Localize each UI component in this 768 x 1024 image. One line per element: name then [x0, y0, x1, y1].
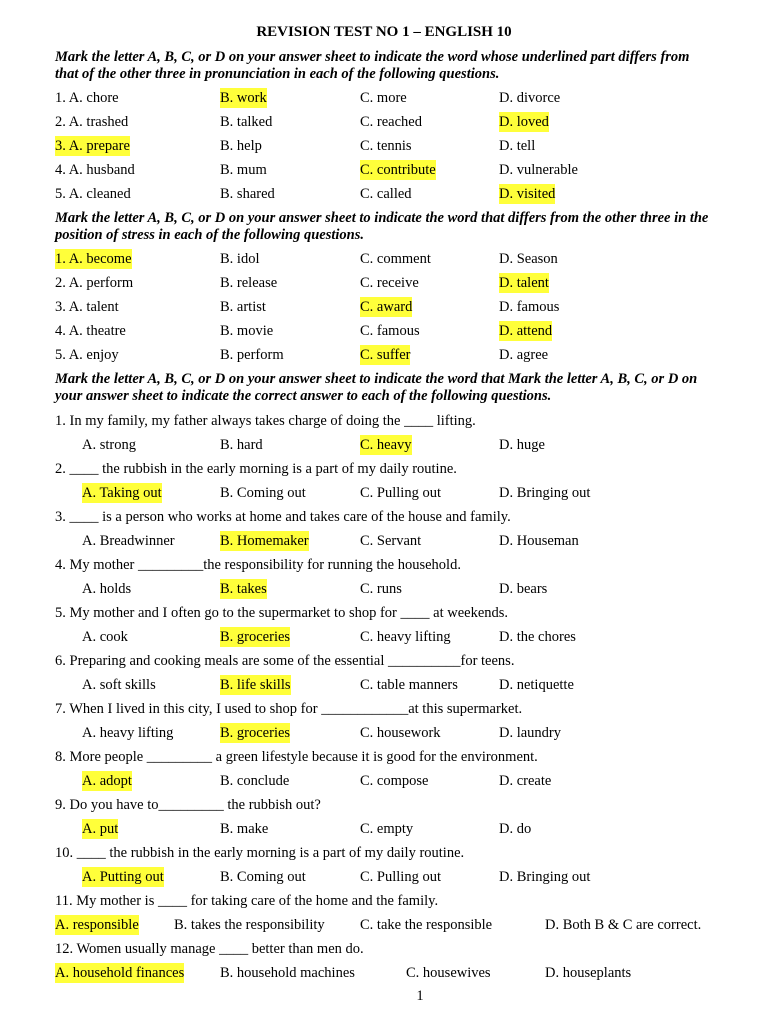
question-text: 3. ____ is a person who works at home and takes care of the house and family. — [55, 509, 511, 525]
option: B. hard — [220, 437, 263, 453]
question-text: 1. In my family, my father always takes charge of doing the ____ lifting. — [55, 413, 476, 429]
option: D. Bringing out — [499, 869, 591, 885]
question-text: 9. Do you have to_________ the rubbish out? — [55, 797, 321, 813]
option: D. the chores — [499, 629, 576, 645]
option: 4. A. husband — [55, 162, 135, 178]
option: B. make — [220, 821, 269, 837]
option: D. Houseman — [499, 533, 579, 549]
option: D. huge — [499, 437, 545, 453]
question-2 — [0, 459, 768, 479]
option-answer: A. Taking out — [82, 485, 162, 501]
question-6 — [0, 651, 768, 671]
page-number: 1 — [416, 988, 424, 1004]
option: A. Breadwinner — [82, 533, 175, 549]
pron-row-2 — [0, 112, 768, 132]
question-8 — [0, 747, 768, 767]
page-title: REVISION TEST NO 1 – ENGLISH 10 — [256, 24, 512, 40]
option-answer: A. put — [82, 821, 119, 837]
instruction-pronunciation: Mark the letter A, B, C, or D on your answer sheet to indicate the word whose underlined part differs from that of the other three in pronunciation in each of the following questions. — [55, 49, 690, 82]
option: B. takes the responsibility — [174, 917, 325, 933]
options-10 — [0, 867, 768, 887]
options-1 — [0, 435, 768, 455]
option: D. famous — [499, 299, 560, 315]
instruction-stress: Mark the letter A, B, C, or D on your answer sheet to indicate the word that differs from the other three in the position of stress in each of the following questions. — [55, 210, 709, 243]
option: B. Coming out — [220, 485, 306, 501]
options-11 — [0, 915, 768, 935]
stress-row-5 — [0, 345, 768, 365]
question-4 — [0, 555, 768, 575]
question-text: 12. Women usually manage ____ better than men do. — [55, 941, 364, 957]
option: 3. A. talent — [55, 299, 119, 315]
option: B. shared — [220, 186, 275, 202]
option: C. reached — [360, 114, 422, 130]
option: 2. A. trashed — [55, 114, 129, 130]
options-5 — [0, 627, 768, 647]
option: D. Both B & C are correct. — [545, 917, 702, 933]
question-5 — [0, 603, 768, 623]
option: C. runs — [360, 581, 402, 597]
options-9 — [0, 819, 768, 839]
option: D. Season — [499, 251, 558, 267]
option: D. vulnerable — [499, 162, 578, 178]
options-8 — [0, 771, 768, 791]
option-answer: 1. A. become — [55, 251, 132, 267]
option: C. comment — [360, 251, 431, 267]
option: D. laundry — [499, 725, 562, 741]
option: B. household machines — [220, 965, 355, 981]
pron-row-4 — [0, 160, 768, 180]
option: 2. A. perform — [55, 275, 134, 291]
option-answer: D. visited — [499, 186, 556, 202]
option: C. take the responsible — [360, 917, 493, 933]
option-answer: B. groceries — [220, 629, 291, 645]
option: 4. A. theatre — [55, 323, 126, 339]
question-7 — [0, 699, 768, 719]
option-answer: A. household finances — [55, 965, 185, 981]
option: A. holds — [82, 581, 132, 597]
option-answer: C. suffer — [360, 347, 411, 363]
options-7 — [0, 723, 768, 743]
option: B. perform — [220, 347, 284, 363]
option: C. Servant — [360, 533, 422, 549]
option-answer: B. Homemaker — [220, 533, 309, 549]
instruction-correct-answer: Mark the letter A, B, C, or D on your answer sheet to indicate the word that Mark the letter A, B, C, or D on your answer sheet to indicate the correct answer to each of the following questions. — [55, 371, 698, 404]
option: C. heavy lifting — [360, 629, 451, 645]
question-text: 7. When I lived in this city, I used to shop for ____________at this supermarket. — [55, 701, 523, 717]
option: B. Coming out — [220, 869, 306, 885]
option: D. netiquette — [499, 677, 574, 693]
option: B. help — [220, 138, 262, 154]
question-text: 6. Preparing and cooking meals are some of the essential __________for teens. — [55, 653, 515, 669]
question-text: 8. More people _________ a green lifestyle because it is good for the environment. — [55, 749, 538, 765]
option: B. artist — [220, 299, 266, 315]
option: D. divorce — [499, 90, 561, 106]
option-answer: A. Putting out — [82, 869, 164, 885]
option: B. idol — [220, 251, 260, 267]
option: C. empty — [360, 821, 414, 837]
option-answer: B. groceries — [220, 725, 291, 741]
question-text: 5. My mother and I often go to the supermarket to shop for ____ at weekends. — [55, 605, 509, 621]
option-answer: D. talent — [499, 275, 549, 291]
option: C. called — [360, 186, 412, 202]
option-answer: B. life skills — [220, 677, 291, 693]
question-12 — [0, 939, 768, 959]
stress-row-1 — [0, 249, 768, 269]
question-3 — [0, 507, 768, 527]
option: D. bears — [499, 581, 548, 597]
option: 5. A. cleaned — [55, 186, 131, 202]
option: B. mum — [220, 162, 267, 178]
options-2 — [0, 483, 768, 503]
question-11 — [0, 891, 768, 911]
question-text: 4. My mother _________the responsibility for running the household. — [55, 557, 461, 573]
option: A. cook — [82, 629, 128, 645]
option: C. table manners — [360, 677, 458, 693]
option-answer: B. work — [220, 90, 267, 106]
option-answer: C. award — [360, 299, 413, 315]
option: C. Pulling out — [360, 485, 441, 501]
option: C. tennis — [360, 138, 412, 154]
option: D. create — [499, 773, 552, 789]
pron-row-1 — [0, 88, 768, 108]
question-text: 10. ____ the rubbish in the early morning is a part of my daily routine. — [55, 845, 465, 861]
option: A. soft skills — [82, 677, 156, 693]
question-text: 2. ____ the rubbish in the early morning is a part of my daily routine. — [55, 461, 457, 477]
option: D. do — [499, 821, 532, 837]
options-12 — [0, 963, 768, 983]
options-3 — [0, 531, 768, 551]
pron-row-5 — [0, 184, 768, 204]
option: 5. A. enjoy — [55, 347, 119, 363]
option: B. release — [220, 275, 278, 291]
option: D. Bringing out — [499, 485, 591, 501]
option: C. Pulling out — [360, 869, 441, 885]
question-1 — [0, 411, 768, 431]
options-4 — [0, 579, 768, 599]
pron-row-3 — [0, 136, 768, 156]
option: C. receive — [360, 275, 419, 291]
options-6 — [0, 675, 768, 695]
option: C. compose — [360, 773, 429, 789]
option-answer: C. contribute — [360, 162, 436, 178]
question-text: 11. My mother is ____ for taking care of the home and the family. — [55, 893, 439, 909]
stress-row-2 — [0, 273, 768, 293]
stress-row-4 — [0, 321, 768, 341]
option: B. talked — [220, 114, 273, 130]
option: 1. A. chore — [55, 90, 119, 106]
option-answer: C. heavy — [360, 437, 412, 453]
option: C. more — [360, 90, 407, 106]
option: B. conclude — [220, 773, 290, 789]
option-answer: A. responsible — [55, 917, 139, 933]
option: D. tell — [499, 138, 536, 154]
option: C. housework — [360, 725, 441, 741]
option: C. housewives — [406, 965, 491, 981]
option-answer: B. takes — [220, 581, 267, 597]
option-answer: D. attend — [499, 323, 553, 339]
option: D. houseplants — [545, 965, 632, 981]
option: A. strong — [82, 437, 136, 453]
question-9 — [0, 795, 768, 815]
option: D. agree — [499, 347, 549, 363]
option-answer: A. adopt — [82, 773, 132, 789]
option-answer: 3. A. prepare — [55, 138, 130, 154]
question-10 — [0, 843, 768, 863]
option: B. movie — [220, 323, 274, 339]
stress-row-3 — [0, 297, 768, 317]
option: A. heavy lifting — [82, 725, 174, 741]
option-answer: D. loved — [499, 114, 549, 130]
option: C. famous — [360, 323, 420, 339]
